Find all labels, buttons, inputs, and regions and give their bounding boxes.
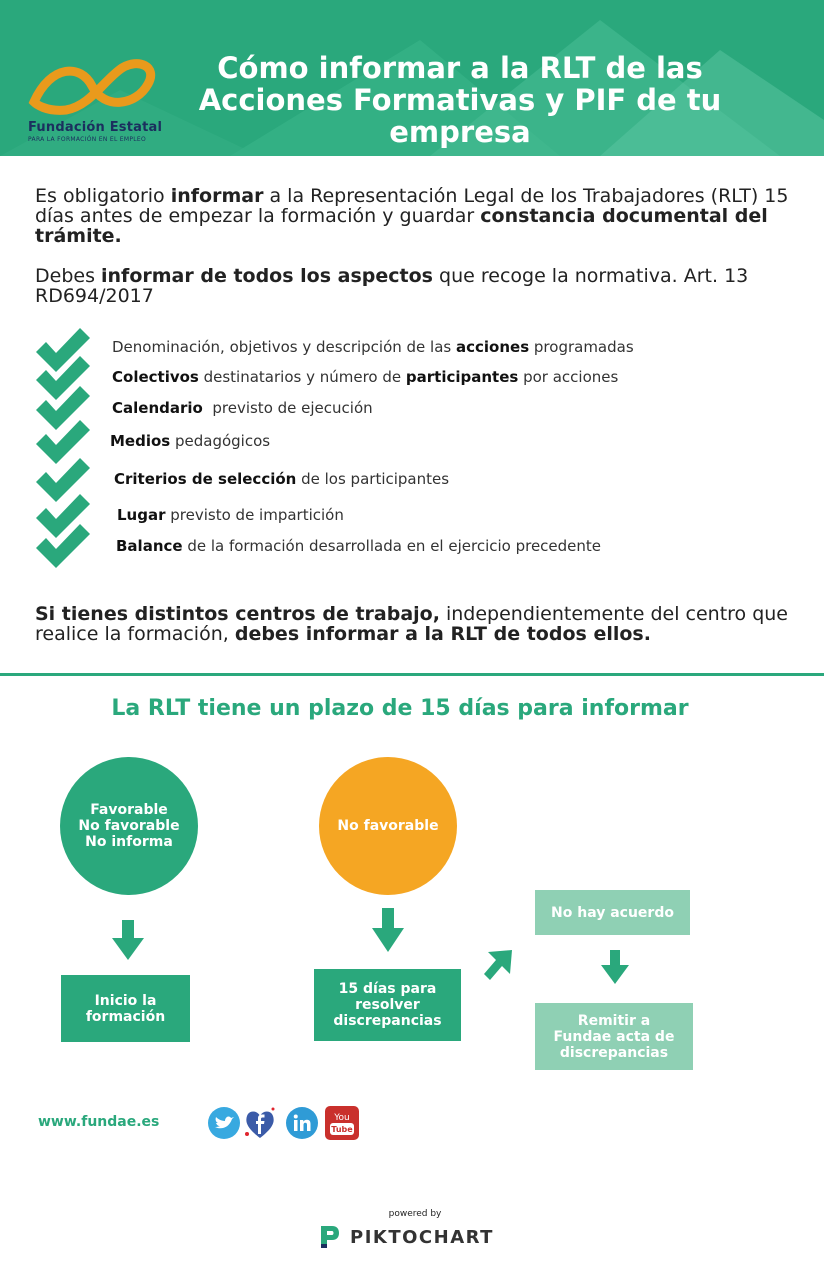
facebook-icon[interactable]: [243, 1106, 277, 1140]
checklist-item: Medios pedagógicos: [110, 432, 271, 450]
no-agreement-box: No hay acuerdo: [535, 890, 690, 935]
start-training-box: Inicio la formación: [61, 975, 190, 1042]
linkedin-icon[interactable]: [285, 1106, 319, 1140]
piktochart-logo[interactable]: [318, 1222, 494, 1252]
header-banner: [0, 0, 824, 156]
page-title: Cómo informar a la RLT de las Acciones Formativas y PIF de tu empresa: [198, 51, 722, 149]
svg-text:Tube: Tube: [331, 1125, 353, 1134]
resolve-discrepancies-box: 15 días para resolver discrepancias: [314, 969, 461, 1041]
checklist-item: Denominación, objetivos y descripción de las acciones programadas: [112, 338, 634, 356]
intro-paragraph-2: Debes informar de todos los aspectos que recoge la normativa. Art. 13 RD694/2017: [35, 265, 749, 307]
checklist-item: Criterios de selección de los participantes: [114, 470, 450, 488]
twitter-icon[interactable]: [207, 1106, 241, 1140]
powered-by-label: powered by: [388, 1209, 442, 1219]
checklist-item: Calendario previsto de ejecución: [112, 399, 373, 417]
svg-text:You: You: [334, 1113, 350, 1123]
piktochart-mark-icon: [318, 1223, 342, 1251]
checklist-item: Lugar previsto de impartición: [117, 506, 344, 524]
website-link[interactable]: www.fundae.es: [38, 1114, 160, 1130]
arrow-up-right-icon: [482, 948, 514, 982]
logo-name: Fundación Estatal: [28, 120, 163, 135]
multi-center-note: Si tienes distintos centros de trabajo, independientemente del centro que realice la formación, debes informar a la RLT de todos ellos.: [35, 603, 788, 645]
arrow-down-icon: [601, 950, 629, 984]
arrow-down-icon: [112, 920, 144, 960]
send-minutes-box: Remitir a Fundae acta de discrepancias: [535, 1003, 693, 1070]
checklist-item: Balance de la formación desarrollada en el ejercicio precedente: [116, 537, 602, 555]
intro-paragraph: Es obligatorio informar a la Representación Legal de los Trabajadores (RLT) 15 días antes de empezar la formación y guardar constancia documental del trámite.: [35, 185, 789, 247]
piktochart-wordmark: PIKTOCHART: [350, 1226, 494, 1248]
outcome-circle: Favorable No favorable No informa: [60, 757, 198, 895]
arrow-down-icon: [372, 908, 404, 952]
logo-subtitle: PARA LA FORMACIÓN EN EL EMPLEO: [28, 136, 147, 143]
unfavorable-circle: No favorable: [319, 757, 457, 895]
checklist-item: Colectivos destinatarios y número de participantes por acciones: [112, 368, 619, 386]
section-divider: [0, 673, 824, 676]
checkmark-icon: [34, 522, 92, 572]
flow-subtitle: La RLT tiene un plazo de 15 días para informar: [111, 696, 689, 721]
youtube-icon[interactable]: [325, 1106, 359, 1140]
